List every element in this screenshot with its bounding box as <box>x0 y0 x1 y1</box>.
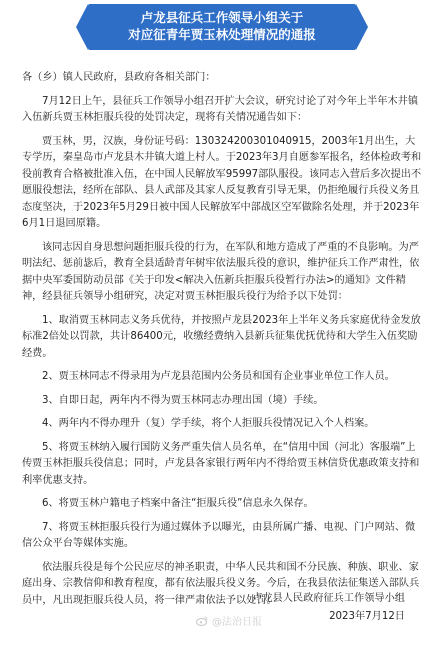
closing-paragraph: 依法服兵役是每个公民应尽的神圣职责，中华人民共和国不分民族、种族、职业、家庭出身、宗教信仰和教育程度，都有依法服兵役义务。今后，在我县依法征集送入部队兵员中，凡出现拒服兵役人员，将一律严肃依法予以处罚。 <box>22 561 420 606</box>
watermark <box>196 613 262 628</box>
watermark-text: @法治日报 <box>212 617 262 628</box>
penalty-item-1: 1、取消贾玉林同志义务兵优待，并按照卢龙县2023年上半年义务兵家庭优待金发放标准2倍处以罚款，共计86400元，收缴经费纳入县新兵征集优抚优待和大学生入伍奖励经费。 <box>22 314 421 359</box>
document-body <box>22 70 422 609</box>
case-paragraph: 贾玉林，男，汉族，身份证号码：130324200301040915，2003年1月出生，大专学历，秦皇岛市卢龙县木井镇大道上村人。于2023年3月自愿参军报名，经体检政考和役前教育合格被批准入伍，在中国人民解放军95997部队服役。该同志入营后多次提出不愿服役想法，经所在部队、县人武部及其家人反复教育引导无果，仍拒绝履行兵役义务且态度坚决，于2023年5月29日被中国人民解放军中部战区空军做除名处理，并于2023年6月1日退回原籍。 <box>22 135 422 229</box>
intro-paragraph: 7月12日上午，县征兵工作领导小组召开扩大会议，研究讨论了对今年上半年木井镇入伍新兵贾玉林拒服兵役的处罚决定，现将有关情况通告如下： <box>22 95 419 123</box>
penalty-item-6: 6、将贾玉林户籍电子档案中备注“拒服兵役”信息永久保存。 <box>42 498 314 509</box>
signature-date: 2023年7月12日 <box>329 611 405 622</box>
penalty-item-7: 7、将贾玉林拒服兵役行为通过媒体予以曝光，由县所属广播、电视、门户网站、微信公众平台等媒体实施。 <box>22 521 416 549</box>
signature-org: 卢龙县人民政府征兵工作领导小组 <box>252 593 405 604</box>
document-title <box>88 9 356 43</box>
weibo-icon <box>196 616 208 626</box>
document-header <box>0 0 440 56</box>
title-line-2: 对应征青年贾玉林处理情况的通报 <box>128 27 316 42</box>
penalty-item-3: 3、自即日起，两年内不得为贾玉林同志办理出国（境）手续。 <box>42 394 324 406</box>
penalty-item-2: 2、贾玉林同志不得录用为卢龙县范围内公务员和国有企业事业单位工作人员。 <box>42 371 395 382</box>
salutation: 各（乡）镇人民政府，县政府各相关部门： <box>22 72 216 83</box>
impact-paragraph: 该同志因自身思想问题拒服兵役的行为，在军队和地方造成了严重的不良影响。为严明法纪、惩前毖后，教育全县适龄青年树牢依法服兵役的意识，维护征兵工作严肃性，依据中央军委国防动员部《关于印发<解决入伍新兵拒服兵役暂行办法>的通知》文件精神，经县征兵领导小组研究，决定对贾玉林拒服兵役行为给予以下处罚： <box>22 241 420 302</box>
penalty-item-5: 5、将贾玉林纳入履行国防义务严重失信人员名单，在“信用中国（河北）客服端”上传贾玉林拒服兵役信息；同时，卢龙县各家银行两年内不得给贾玉林信贷优惠政策支持和利率优惠支持。 <box>22 441 420 486</box>
penalty-item-4: 4、两年内不得办理升（复）学手续，将个人拒服兵役情况记入个人档案。 <box>42 418 375 429</box>
title-line-1: 卢龙县征兵工作领导小组关于 <box>140 10 304 25</box>
